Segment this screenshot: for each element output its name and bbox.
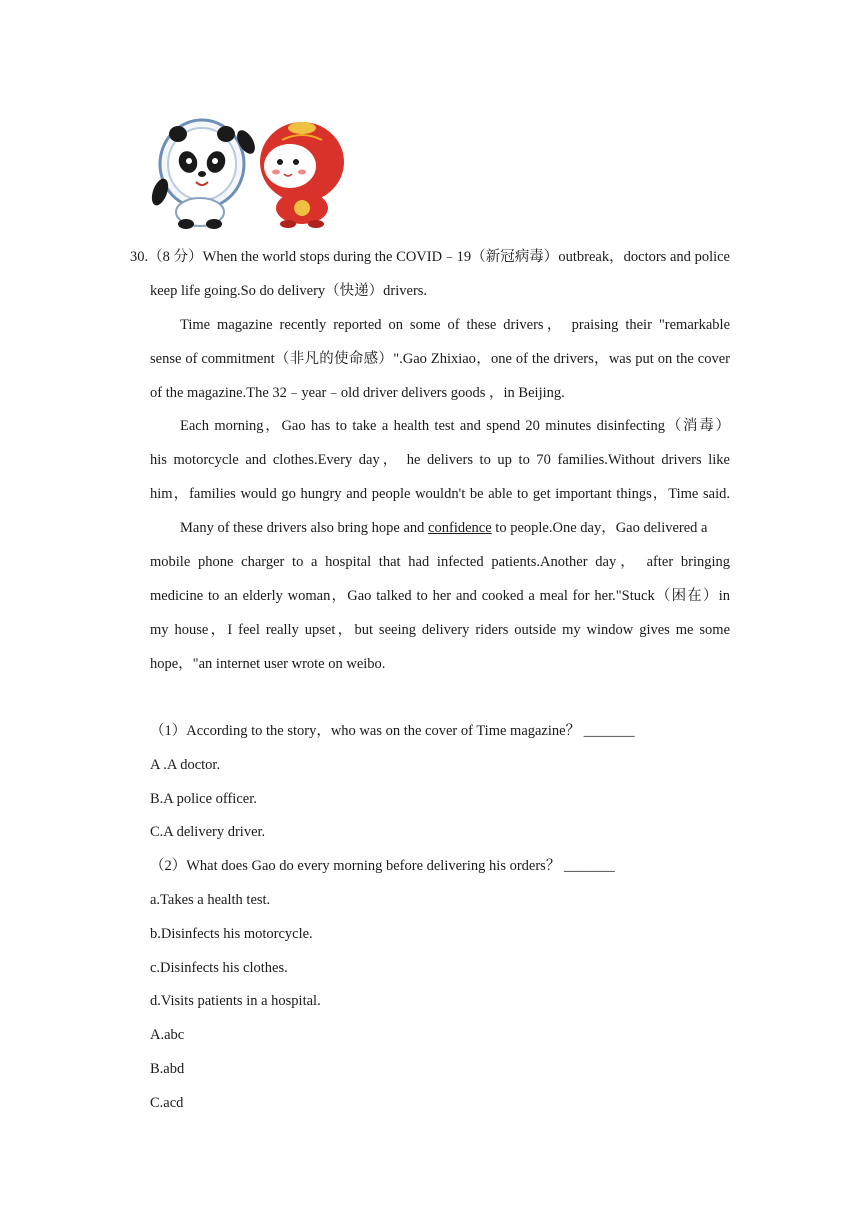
paragraph-4-line-2: mobile phone charger to a hospital that had infected patients.Another day， after bringing xyxy=(150,554,730,570)
question-1-option-b[interactable]: B.A police officer. xyxy=(150,791,257,807)
question-2-option-a[interactable]: A.abc xyxy=(150,1027,185,1043)
paragraph-4-line-1 xyxy=(180,518,730,538)
paragraph-2-line-2: sense of commitment（非凡的使命感）".Gao Zhixiao，one of the drivers，was put on the cover xyxy=(150,351,730,367)
underlined-word-confidence: confidence xyxy=(428,520,492,536)
question-30-intro-line-2: keep life going.So do delivery（快递）drivers. xyxy=(150,283,428,299)
paragraph-3-line-1: Each morning，Gao has to take a health test and spend 20 minutes disinfecting（消毒） xyxy=(180,418,730,434)
question-1-stem: （1）According to the story，who was on the cover of Time magazine？ _______ xyxy=(150,723,635,739)
question-2-item-c: c.Disinfects his clothes. xyxy=(150,960,288,976)
question-30-intro-line-1: 30.（8 分）When the world stops during the COVID﹣19（新冠病毒）outbreak，doctors and police xyxy=(130,249,730,265)
question-2-item-d: d.Visits patients in a hospital. xyxy=(150,993,321,1009)
question-2-stem: （2）What does Gao do every morning before delivering his orders？ _______ xyxy=(150,858,615,874)
mascot-illustration xyxy=(150,112,360,230)
question-1-option-c[interactable]: C.A delivery driver. xyxy=(150,824,266,840)
paragraph-2-line-3: of the magazine.The 32﹣year﹣old driver delivers goods ，in Beijing. xyxy=(150,385,565,401)
paragraph-3-line-3: him，families would go hungry and people wouldn't be able to get important things，Time said. xyxy=(150,486,730,502)
panda-mascot-image xyxy=(150,120,259,229)
question-2-item-b: b.Disinfects his motorcycle. xyxy=(150,926,313,942)
paragraph-4-text-after: to people.One day，Gao delivered a xyxy=(491,520,708,536)
paragraph-4-line-1-start xyxy=(180,518,707,538)
paragraph-4-line-4: my house，I feel really upset，but seeing delivery riders outside my window gives me some xyxy=(150,622,730,638)
question-1-option-a[interactable]: A .A doctor. xyxy=(150,757,221,773)
paragraph-4-text-before: Many of these drivers also bring hope and xyxy=(180,520,429,536)
paragraph-4-line-3: medicine to an elderly woman，Gao talked to her and cooked a meal for her."Stuck（困在）in xyxy=(150,588,730,604)
question-2-item-a: a.Takes a health test. xyxy=(150,892,271,908)
lantern-mascot-image xyxy=(260,122,344,228)
paragraph-4-line-5: hope，"an internet user wrote on weibo. xyxy=(150,656,386,672)
question-2-option-b[interactable]: B.abd xyxy=(150,1061,185,1077)
paragraph-2-line-1: Time magazine recently reported on some of these drivers， praising their "remarkable xyxy=(180,317,730,333)
paragraph-3-line-2: his motorcycle and clothes.Every day， he delivers to up to 70 families.Without drivers like xyxy=(150,452,730,468)
question-2-option-c[interactable]: C.acd xyxy=(150,1095,184,1111)
